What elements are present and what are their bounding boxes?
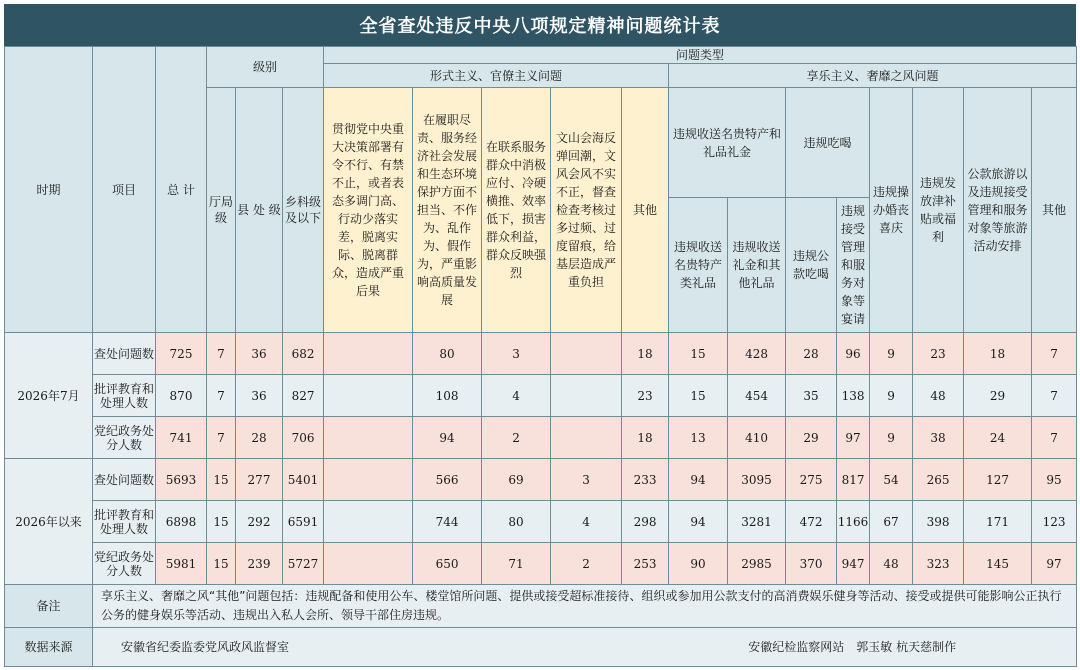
value-cell: 3 (551, 459, 622, 501)
value-cell: 15 (207, 501, 236, 543)
note-text: 享乐主义、奢靡之风“其他”问题包括：违规配备和使用公车、楼堂馆所问题、提供或接受超标准接待、组织或参加用公款支付的高消费娱乐健身等活动、接受或提供可能影响公正执行公务的健身娱乐等活动、违规出入私人会所、领导干部住房违规。 (93, 585, 1077, 628)
header-level: 级别 (207, 47, 324, 88)
value-cell: 95 (1032, 459, 1077, 501)
value-cell: 24 (964, 417, 1032, 459)
value-cell: 706 (283, 417, 324, 459)
header-formalism-col-4: 文山会海反弹回潮，文风会风不实不正，督查检查考核过多过频、过度留痕，给基层造成严重负担 (551, 88, 622, 333)
value-cell: 827 (283, 375, 324, 417)
source-credit: 安徽纪检监察网站 郭玉敏 杭天慈制作 (748, 640, 957, 654)
source-label: 数据来源 (5, 628, 93, 667)
value-cell: 28 (786, 333, 837, 375)
value-cell: 275 (786, 459, 837, 501)
value-cell: 233 (622, 459, 669, 501)
table-title: 全省查处违反中央八项规定精神问题统计表 (4, 4, 1076, 46)
value-cell: 265 (913, 459, 964, 501)
period-cell: 2026年以来 (5, 459, 93, 585)
value-cell: 23 (913, 333, 964, 375)
value-cell (551, 333, 622, 375)
table-row (5, 543, 1077, 585)
table-row (5, 459, 1077, 501)
value-cell: 108 (413, 375, 482, 417)
value-cell: 239 (236, 543, 283, 585)
value-cell: 29 (786, 417, 837, 459)
value-cell: 253 (622, 543, 669, 585)
value-cell: 682 (283, 333, 324, 375)
header-formalism-col-3: 在联系服务群众中消极应付、冷硬横推、效率低下，损害群众利益，群众反映强烈 (482, 88, 551, 333)
header-level-xian: 县 处 级 (236, 88, 283, 333)
value-cell: 96 (837, 333, 870, 375)
row-label: 查处问题数 (93, 333, 156, 375)
value-cell: 298 (622, 501, 669, 543)
header-eating-group: 违规吃喝 (786, 88, 870, 198)
period-cell: 2026年7月 (5, 333, 93, 459)
value-cell (324, 459, 413, 501)
value-cell: 4 (551, 501, 622, 543)
value-cell (324, 375, 413, 417)
value-cell: 38 (913, 417, 964, 459)
value-cell: 54 (870, 459, 913, 501)
value-cell: 5401 (283, 459, 324, 501)
header-hedonism-other: 其他 (1032, 88, 1077, 333)
row-label: 查处问题数 (93, 459, 156, 501)
value-cell: 94 (413, 417, 482, 459)
value-cell: 15 (207, 543, 236, 585)
value-cell: 36 (236, 375, 283, 417)
value-cell: 428 (728, 333, 786, 375)
header-allowances: 违规发放津补贴或福利 (913, 88, 964, 333)
header-formalism-other: 其他 (622, 88, 669, 333)
value-cell: 15 (669, 333, 728, 375)
note-label: 备注 (5, 585, 93, 628)
value-cell: 744 (413, 501, 482, 543)
value-cell (551, 417, 622, 459)
header-level-xiang: 乡科级及以下 (283, 88, 324, 333)
value-cell: 1166 (837, 501, 870, 543)
value-cell: 48 (913, 375, 964, 417)
value-cell: 2985 (728, 543, 786, 585)
row-label: 批评教育和处理人数 (93, 501, 156, 543)
value-cell: 23 (622, 375, 669, 417)
value-cell: 127 (964, 459, 1032, 501)
header-eating-public: 违规公款吃喝 (786, 198, 837, 333)
value-cell: 9 (870, 417, 913, 459)
value-cell: 48 (870, 543, 913, 585)
value-cell: 947 (837, 543, 870, 585)
row-label: 党纪政务处分人数 (93, 417, 156, 459)
value-cell: 7 (207, 375, 236, 417)
value-cell (324, 501, 413, 543)
table-row (5, 375, 1077, 417)
value-cell: 80 (413, 333, 482, 375)
value-cell: 2 (482, 417, 551, 459)
value-cell: 741 (156, 417, 207, 459)
value-cell: 145 (964, 543, 1032, 585)
value-cell: 15 (669, 375, 728, 417)
header-total: 总 计 (156, 47, 207, 333)
value-cell: 323 (913, 543, 964, 585)
value-cell: 6591 (283, 501, 324, 543)
value-cell: 5693 (156, 459, 207, 501)
value-cell (551, 375, 622, 417)
value-cell (324, 333, 413, 375)
header-eating-banquet: 违规接受管理和服务对象等宴请 (837, 198, 870, 333)
header-problem-type: 问题类型 (324, 47, 1077, 64)
value-cell: 29 (964, 375, 1032, 417)
value-cell (324, 417, 413, 459)
value-cell: 97 (1032, 543, 1077, 585)
table-row (5, 333, 1077, 375)
value-cell: 6898 (156, 501, 207, 543)
value-cell: 97 (837, 417, 870, 459)
value-cell: 454 (728, 375, 786, 417)
value-cell: 94 (669, 501, 728, 543)
header-level-ting: 厅局级 (207, 88, 236, 333)
value-cell: 650 (413, 543, 482, 585)
header-gifts-group: 违规收送名贵特产和礼品礼金 (669, 88, 786, 198)
value-cell: 28 (236, 417, 283, 459)
header-formalism-group: 形式主义、官僚主义问题 (324, 64, 669, 88)
value-cell: 2 (551, 543, 622, 585)
row-label: 党纪政务处分人数 (93, 543, 156, 585)
header-gifts-specialty: 违规收送名贵特产类礼品 (669, 198, 728, 333)
value-cell: 13 (669, 417, 728, 459)
value-cell: 138 (837, 375, 870, 417)
value-cell: 18 (622, 417, 669, 459)
value-cell: 725 (156, 333, 207, 375)
value-cell: 90 (669, 543, 728, 585)
header-period: 时期 (5, 47, 93, 333)
value-cell: 7 (1032, 333, 1077, 375)
value-cell: 7 (1032, 375, 1077, 417)
value-cell: 94 (669, 459, 728, 501)
value-cell: 4 (482, 375, 551, 417)
value-cell: 3281 (728, 501, 786, 543)
table-row (5, 417, 1077, 459)
value-cell: 398 (913, 501, 964, 543)
statistics-table (4, 46, 1077, 667)
value-cell: 7 (207, 333, 236, 375)
value-cell: 35 (786, 375, 837, 417)
value-cell: 15 (207, 459, 236, 501)
value-cell: 7 (207, 417, 236, 459)
value-cell: 18 (964, 333, 1032, 375)
header-gifts-cash: 违规收送礼金和其他礼品 (728, 198, 786, 333)
value-cell: 5727 (283, 543, 324, 585)
value-cell (324, 543, 413, 585)
value-cell: 71 (482, 543, 551, 585)
value-cell: 870 (156, 375, 207, 417)
value-cell: 410 (728, 417, 786, 459)
value-cell: 472 (786, 501, 837, 543)
value-cell: 80 (482, 501, 551, 543)
header-formalism-col-2: 在履职尽责、服务经济社会发展和生态环境保护方面不担当、不作为、乱作为、假作为，严重影响高质量发展 (413, 88, 482, 333)
value-cell: 9 (870, 375, 913, 417)
header-hedonism-group: 享乐主义、奢靡之风问题 (669, 64, 1077, 88)
value-cell: 3095 (728, 459, 786, 501)
row-label: 批评教育和处理人数 (93, 375, 156, 417)
value-cell: 123 (1032, 501, 1077, 543)
value-cell: 5981 (156, 543, 207, 585)
header-formalism-col-1: 贯彻党中央重大决策部署有令不行、有禁不止，或者表态多调门高、行动少落实差，脱离实际、脱离群众，造成严重后果 (324, 88, 413, 333)
value-cell: 69 (482, 459, 551, 501)
value-cell: 370 (786, 543, 837, 585)
header-travel: 公款旅游以及违规接受管理和服务对象等旅游活动安排 (964, 88, 1032, 333)
value-cell: 9 (870, 333, 913, 375)
value-cell: 566 (413, 459, 482, 501)
value-cell: 3 (482, 333, 551, 375)
value-cell: 171 (964, 501, 1032, 543)
header-weddings: 违规操办婚丧喜庆 (870, 88, 913, 333)
source-org: 安徽省纪委监委党风政风监督室 (121, 640, 290, 654)
header-item: 项目 (93, 47, 156, 333)
table-row (5, 501, 1077, 543)
source-cell (93, 628, 1077, 667)
value-cell: 18 (622, 333, 669, 375)
value-cell: 36 (236, 333, 283, 375)
value-cell: 7 (1032, 417, 1077, 459)
value-cell: 292 (236, 501, 283, 543)
value-cell: 817 (837, 459, 870, 501)
value-cell: 277 (236, 459, 283, 501)
value-cell: 67 (870, 501, 913, 543)
